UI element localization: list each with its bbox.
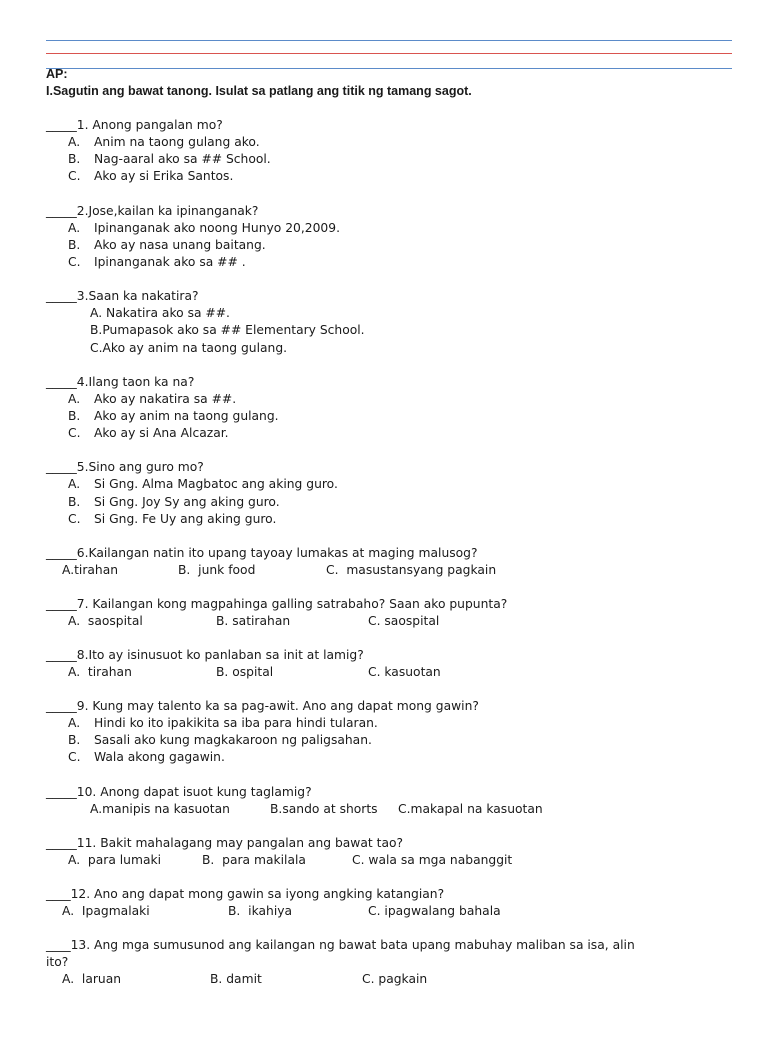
question-11 (46, 835, 736, 869)
question-text: _____6.Kailangan natin ito upang tayoay lumakas at maging malusog? (46, 546, 478, 561)
instruction-text: I.Sagutin ang bawat tanong. Isulat sa patlang ang titik ng tamang sagot. (46, 84, 472, 98)
question-text: _____3.Saan ka nakatira? (46, 289, 199, 304)
choice-a: A. Ipagmalaki (62, 903, 150, 918)
inline-choices (46, 903, 736, 920)
choice-b: B. para makilala (202, 852, 306, 867)
choice-c: C. Ako ay si Ana Alcazar. (68, 426, 229, 441)
question-10 (46, 784, 736, 818)
question-6 (46, 545, 736, 579)
choice-c: C. Ipinanganak ako sa ## . (68, 255, 246, 270)
question-text: _____8.Ito ay isinusuot ko panlaban sa init at lamig? (46, 648, 364, 663)
choice-a: A. Anim na taong gulang ako. (68, 135, 260, 149)
choice-a: A. laruan (62, 971, 122, 986)
inline-choices (46, 852, 736, 869)
choice-c: C.Ako ay anim na taong gulang. (90, 340, 288, 355)
choice-b: B. junk food (178, 563, 256, 578)
choice-b: B. damit (210, 971, 262, 986)
choice-b: B. Ako ay anim na taong gulang. (68, 409, 279, 424)
choice-c: C.makapal na kasuotan (398, 801, 543, 816)
inline-choices (46, 971, 736, 988)
choice-c: C. masustansyang pagkain (326, 563, 497, 578)
inline-choices (46, 613, 736, 630)
choice-c: C. kasuotan (368, 665, 441, 680)
question-5 (46, 459, 736, 528)
question-1 (46, 117, 736, 186)
choice-b: B.sando at shorts (270, 801, 378, 816)
choice-c: C. Ako ay si Erika Santos. (68, 169, 234, 184)
question-text: _____9. Kung may talento ka sa pag-awit. Ano ang dapat mong gawin? (46, 699, 479, 714)
choice-a: A. Si Gng. Alma Magbatoc ang aking guro. (68, 477, 338, 492)
choice-c: C. saospital (368, 614, 440, 629)
question-12 (46, 886, 736, 920)
top-rule-line (46, 40, 732, 41)
question-7 (46, 596, 736, 630)
worksheet (46, 66, 736, 1005)
choice-b: B.Pumapasok ako sa ## Elementary School. (90, 323, 365, 338)
inline-choices (46, 664, 736, 681)
question-text: _____2.Jose,kailan ka ipinanganak? (46, 203, 259, 218)
choice-a: A. Ipinanganak ako noong Hunyo 20,2009. (68, 220, 340, 235)
choice-b: B. ikahiya (228, 903, 293, 918)
choice-b: B. Nag-aaral ako sa ## School. (68, 152, 271, 167)
choice-a: A.manipis na kasuotan (90, 801, 230, 816)
question-text: _____11. Bakit mahalagang may pangalan ang bawat tao? (46, 835, 404, 850)
question-13 (46, 937, 736, 988)
question-3 (46, 288, 736, 357)
question-text: _____1. Anong pangalan mo? (46, 118, 223, 132)
question-text: _____10. Anong dapat isuot kung taglamig? (46, 784, 312, 799)
choice-c: C. pagkain (362, 971, 428, 986)
choice-c: C. Wala akong gagawin. (68, 750, 225, 765)
inline-choices (46, 801, 736, 818)
question-9 (46, 698, 736, 767)
choice-a: A. Hindi ko ito ipakikita sa iba para hindi tularan. (68, 716, 378, 731)
choice-b: B. Sasali ako kung magkakaroon ng paligsahan. (68, 733, 372, 748)
choice-c: C. ipagwalang bahala (368, 903, 501, 918)
question-text: _____7. Kailangan kong magpahinga galling satrabaho? Saan ako pupunta? (46, 597, 508, 612)
choice-a: A. tirahan (68, 665, 132, 680)
red-margin-line (46, 53, 732, 54)
choice-c: C. Si Gng. Fe Uy ang aking guro. (68, 511, 277, 526)
choice-a: A. para lumaki (68, 852, 162, 867)
question-text: ____13. Ang mga sumusunod ang kailangan ng bawat bata upang mabuhay maliban sa isa, alin (46, 937, 635, 952)
question-text: ____12. Ano ang dapat mong gawin sa iyong angking katangian? (46, 886, 445, 901)
choice-c: C. wala sa mga nabanggit (352, 852, 513, 867)
choice-a: A. saospital (68, 614, 143, 629)
choice-b: B. Si Gng. Joy Sy ang aking guro. (68, 494, 280, 509)
choice-b: B. Ako ay nasa unang baitang. (68, 237, 266, 252)
choice-b: B. satirahan (216, 614, 291, 629)
subject-label: AP: (46, 67, 68, 81)
choice-a: A. Ako ay nakatira sa ##. (68, 391, 237, 406)
choice-a: A. Nakatira ako sa ##. (90, 306, 230, 321)
question-text-continued: ito? (46, 954, 69, 969)
choice-b: B. ospital (216, 665, 274, 680)
question-text: _____5.Sino ang guro mo? (46, 460, 204, 475)
choice-a: A.tirahan (62, 563, 119, 578)
question-4 (46, 374, 736, 443)
inline-choices (46, 562, 736, 579)
question-8 (46, 647, 736, 681)
question-text: _____4.Ilang taon ka na? (46, 374, 195, 389)
question-2 (46, 203, 736, 272)
